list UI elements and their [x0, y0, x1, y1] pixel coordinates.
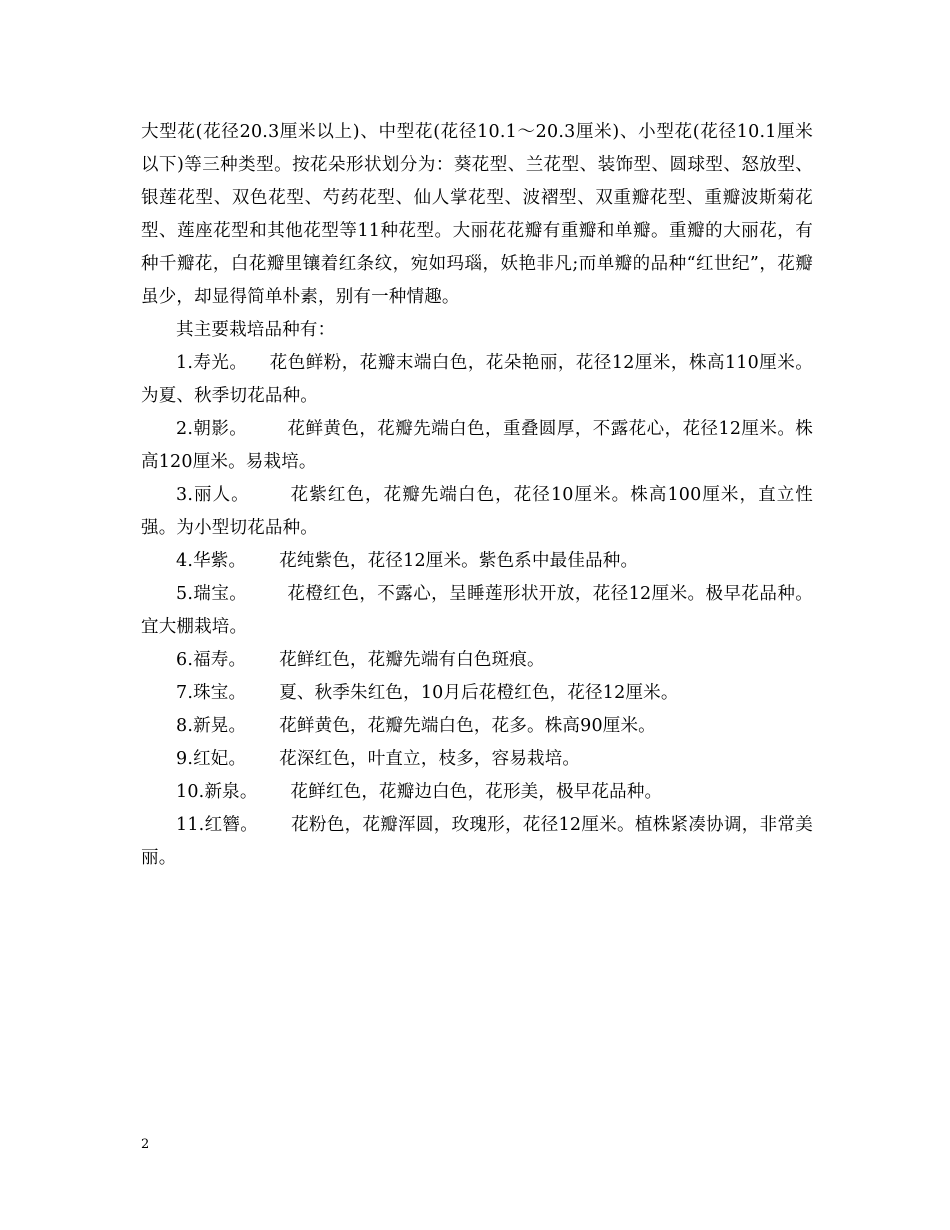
variety-item	[141, 776, 813, 809]
variety-item	[141, 809, 813, 875]
body-text	[141, 116, 813, 875]
variety-name: 红簪。	[204, 815, 259, 835]
variety-description: 花鲜黄色，花瓣先端白色，重叠圆厚，不露花心，花径12厘米。株高120厘米。易栽培。	[141, 419, 813, 472]
variety-description: 花鲜黄色，花瓣先端白色，花多。株高90厘米。	[279, 716, 656, 736]
variety-item	[141, 677, 813, 710]
variety-description: 花鲜红色，花瓣先端有白色斑痕。	[279, 650, 545, 670]
variety-item	[141, 413, 813, 479]
variety-name: 寿光。	[193, 353, 248, 373]
variety-name: 朝影。	[193, 419, 248, 439]
variety-name: 红妃。	[193, 749, 247, 769]
variety-description: 花鲜红色，花瓣边白色，花形美，极早花品种。	[290, 782, 663, 802]
variety-name: 丽人。	[193, 485, 250, 505]
variety-description: 花紫红色，花瓣先端白色，花径10厘米。株高100厘米，直立性强。为小型切花品种。	[141, 485, 813, 538]
variety-name: 福寿。	[193, 650, 247, 670]
variety-number: 11.	[176, 815, 205, 835]
variety-number: 1.	[176, 353, 194, 373]
variety-number: 3.	[176, 485, 194, 505]
variety-item	[141, 644, 813, 677]
variety-number: 9.	[176, 749, 194, 769]
variety-item	[141, 578, 813, 644]
variety-description: 花粉色，花瓣浑圆，玫瑰形，花径12厘米。植株紧凑协调，非常美丽。	[141, 815, 813, 868]
variety-number: 8.	[176, 716, 194, 736]
variety-name: 新泉。	[204, 782, 258, 802]
variety-item	[141, 710, 813, 743]
variety-description: 花深红色，叶直立，枝多，容易栽培。	[279, 749, 581, 769]
variety-description: 花纯紫色，花径12厘米。紫色系中最佳品种。	[279, 551, 639, 571]
variety-item	[141, 545, 813, 578]
variety-description: 夏、秋季朱红色，10月后花橙红色，花径12厘米。	[279, 683, 679, 703]
variety-number: 6.	[176, 650, 194, 670]
variety-name: 华紫。	[193, 551, 247, 571]
variety-item	[141, 347, 813, 413]
variety-name: 瑞宝。	[193, 584, 248, 604]
variety-name: 珠宝。	[193, 683, 247, 703]
variety-description: 花色鲜粉，花瓣末端白色，花朵艳丽，花径12厘米，株高110厘米。为夏、秋季切花品种。	[141, 353, 813, 406]
variety-item	[141, 743, 813, 776]
intro-paragraph: 大型花(花径20.3厘米以上)、中型花(花径10.1～20.3厘米)、小型花(花径10.1厘米以下)等三种类型。按花朵形状划分为：葵花型、兰花型、装饰型、圆球型、怒放型、银莲花型、双色花型、芍药花型、仙人掌花型、波褶型、双重瓣花型、重瓣波斯菊花型、莲座花型和其他花型等11种花型。大丽花花瓣有重瓣和单瓣。重瓣的大丽花，有种千瓣花，白花瓣里镶着红条纹，宛如玛瑙，妖艳非凡;而单瓣的品种“红世纪”，花瓣虽少，却显得简单朴素，别有一种情趣。	[141, 122, 813, 307]
varieties-heading: 其主要栽培品种有：	[176, 320, 336, 340]
variety-number: 10.	[176, 782, 205, 802]
variety-number: 7.	[176, 683, 194, 703]
variety-item	[141, 479, 813, 545]
variety-description: 花橙红色，不露心，呈睡莲形状开放，花径12厘米。极早花品种。宜大棚栽培。	[141, 584, 813, 637]
variety-number: 4.	[176, 551, 194, 571]
variety-number: 2.	[176, 419, 194, 439]
variety-name: 新晃。	[193, 716, 247, 736]
page-number: 2	[141, 1137, 150, 1152]
variety-number: 5.	[176, 584, 194, 604]
